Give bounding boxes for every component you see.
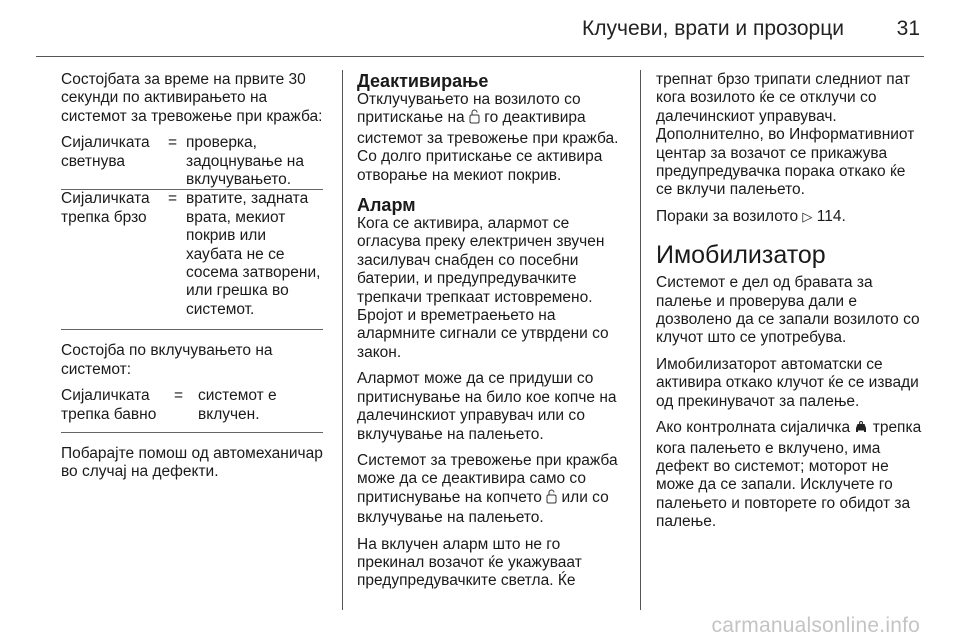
table-equals: =	[174, 387, 198, 432]
alarm-paragraph-1: Кога се активира, алармот се огласува преку електричен звучен засилувач снабден со посебни батерии, и предупредувачките трепкачи трепкаат истовремено. Бројот и времетраењето на алармните сигнали се утврдени со закон.	[357, 215, 609, 361]
table-term: Сијаличката светнува	[61, 134, 168, 190]
column-1	[61, 71, 323, 490]
table-definition: вратите, задната врата, мекиот покрив или хаубата не се сосема затворени, или грешка во системот.	[186, 190, 323, 330]
column-divider-2	[640, 70, 641, 610]
immobilizer-paragraph-2: Имобилизаторот автоматски се активира откако клучот ќе се извади од прекинувачот за палење.	[656, 355, 919, 410]
alarm-heading: Аларм	[357, 195, 416, 216]
page-ref-icon: ▷	[802, 208, 813, 224]
header-title: Клучеви, врати и прозорци	[582, 17, 844, 40]
unlock-key-icon	[546, 489, 557, 509]
deactivation-heading: Деактивирање	[357, 71, 489, 91]
intro-text: Состојбата за време на првите 30 секунди по активирањето на системот за тревожење при кражба:	[61, 71, 323, 125]
table-row	[61, 387, 323, 432]
immobilizer-paragraph-1: Системот е дел од бравата за палење и проверува дали е дозволено да се запали возилото со клучот што се употребува.	[656, 274, 920, 347]
alarm-paragraph-3a: Системот за тревожење при кражба може да се деактивира само со притиснување на копчето	[357, 451, 618, 506]
deactivation-text	[357, 91, 625, 185]
table-term: Сијаличката трепка брзо	[61, 190, 168, 330]
immobilizer-paragraph-3b: трепка кога палењето е вклучено, има дефект во системот; моторот не може да се запали. Исклучете го палењето и повторете го обидот за палење.	[656, 419, 922, 531]
unlock-key-icon	[469, 109, 480, 129]
immobilizer-paragraph-3a: Ако контролната сијаличка	[656, 419, 851, 437]
table-equals: =	[168, 190, 186, 330]
table-definition: проверка, задоцнување на вклучувањето.	[186, 134, 323, 190]
page-header	[0, 0, 960, 58]
status-table-2	[61, 387, 323, 433]
deactivation-text-b: го деактивира системот за тревожење при кражба. Со долго притискање се активира отворање на мекиот покрив.	[357, 109, 619, 184]
reference-text: Пораки за возилото	[656, 207, 799, 225]
table-term: Сијаличката трепка бавно	[61, 387, 174, 432]
alarm-paragraph-4: На вклучен аларм што не го прекинал возачот ќе укажуваат предупредувачките светла. Ќе	[357, 535, 582, 590]
service-text: Побарајте помош од автомеханичар во случај на дефекти.	[61, 444, 323, 481]
column-2	[357, 71, 625, 599]
alarm-paragraph-3b: или со вклучување на палењето.	[357, 488, 609, 527]
header-rule	[36, 56, 924, 57]
page-number: 31	[896, 17, 920, 40]
status-table-1	[61, 134, 323, 330]
column-3	[656, 71, 924, 540]
table-equals: =	[168, 134, 186, 190]
table-row	[61, 190, 323, 330]
alarm-paragraph-3	[357, 452, 625, 528]
table-row	[61, 134, 323, 190]
deactivation-text-a: Отклучувањето на возилото со притискање на	[357, 91, 581, 127]
table-definition: системот е вклучен.	[198, 387, 323, 432]
reference-page: 114.	[816, 207, 846, 225]
state-after-text: Состојба по вклучувањето на системот:	[61, 342, 273, 378]
page-reference	[656, 208, 924, 226]
car-key-warning-icon	[854, 421, 868, 439]
immobilizer-heading: Имобилизатор	[656, 241, 826, 270]
immobilizer-paragraph-3	[656, 419, 924, 531]
continued-paragraph: трепнат брзо трипати следниот пат кога возилото ќе се отклучи со далечинскиот управувач. Дополнително, во Информативниот центар за возачот се прикажува предупредувачка порака откако ќе се вклучи палењето.	[656, 71, 915, 199]
alarm-paragraph-2: Алармот може да се придуши со притиснување на било кое копче на далечинскиот управувач или со вклучување на палењето.	[357, 370, 617, 443]
watermark: carmanualsonline.info	[711, 614, 920, 637]
column-divider-1	[342, 70, 343, 610]
